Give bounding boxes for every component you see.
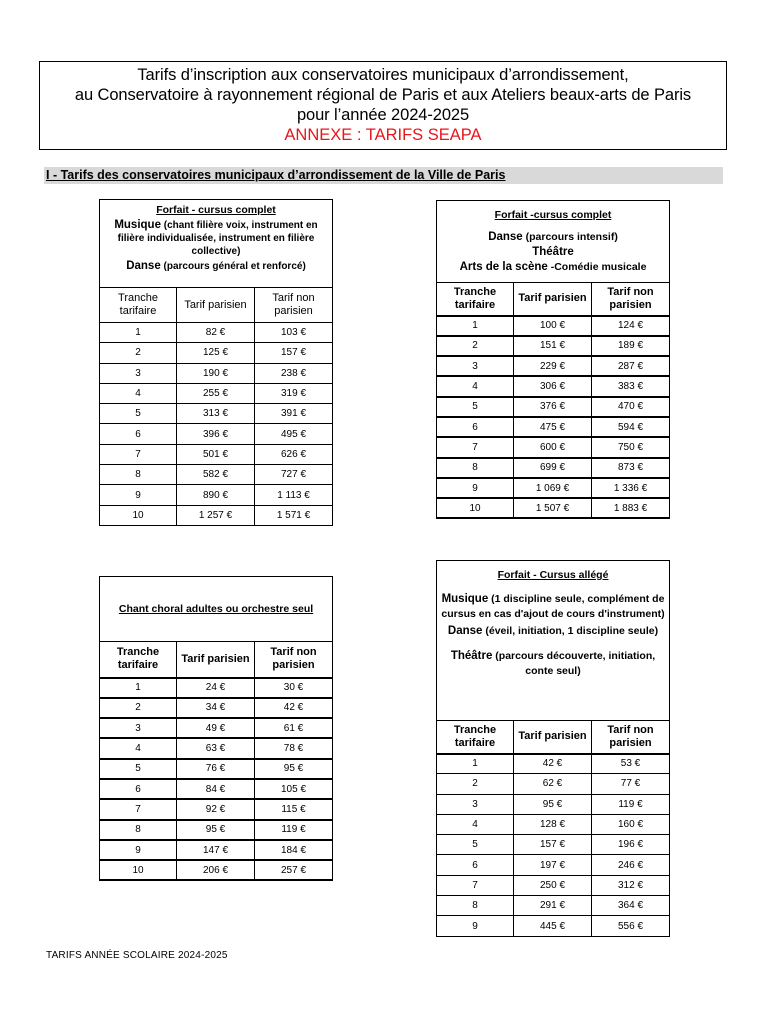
- tarif-parisien-cell: 62 €: [514, 774, 592, 794]
- tranche-cell: 9: [437, 916, 514, 936]
- table-row: [437, 855, 670, 875]
- tarif-parisien-cell: 229 €: [514, 356, 592, 376]
- tranche-cell: 6: [437, 417, 514, 437]
- tarif-parisien-cell: 376 €: [514, 397, 592, 417]
- tarif-non-parisien-cell: 383 €: [592, 376, 670, 396]
- column-header-non-parisien: Tarif non parisien: [255, 288, 333, 323]
- discipline-comedie-musicale: -Comédie musicale: [547, 261, 647, 273]
- section-title: I - Tarifs des conservatoires municipaux d’arrondissement de la Ville de Paris: [46, 168, 506, 182]
- tarif-parisien-cell: 890 €: [177, 485, 255, 505]
- tarif-parisien-cell: 396 €: [177, 424, 255, 444]
- tarif-non-parisien-cell: 61 €: [255, 718, 333, 738]
- tarif-parisien-cell: 582 €: [177, 465, 255, 485]
- tarif-non-parisien-cell: 1 336 €: [592, 478, 670, 498]
- tarif-non-parisien-cell: 103 €: [255, 323, 333, 343]
- tarif-non-parisien-cell: 727 €: [255, 465, 333, 485]
- discipline-danse-detail: (parcours intensif): [522, 231, 618, 243]
- column-header-parisien: Tarif parisien: [177, 288, 255, 323]
- tranche-cell: 7: [100, 444, 177, 464]
- discipline-theatre: Théâtre: [532, 246, 574, 258]
- table-row: [100, 840, 333, 860]
- tranche-cell: 7: [100, 799, 177, 819]
- tranche-cell: 8: [100, 465, 177, 485]
- table-row: [100, 779, 333, 799]
- tarif-non-parisien-cell: 78 €: [255, 738, 333, 758]
- tarif-non-parisien-cell: 119 €: [255, 820, 333, 840]
- tranche-cell: 1: [437, 754, 514, 774]
- tarif-non-parisien-cell: 1 883 €: [592, 498, 670, 518]
- tarif-parisien-cell: 1 257 €: [177, 505, 255, 525]
- tranche-cell: 1: [100, 323, 177, 343]
- tranche-cell: 4: [100, 383, 177, 403]
- table-row: [437, 478, 670, 498]
- tranche-cell: 8: [437, 458, 514, 478]
- tarif-non-parisien-cell: 319 €: [255, 383, 333, 403]
- table-row: [100, 759, 333, 779]
- table-row: [437, 316, 670, 336]
- tranche-cell: 2: [100, 698, 177, 718]
- tranche-cell: 1: [100, 678, 177, 698]
- tranche-cell: 8: [437, 896, 514, 916]
- tarif-parisien-cell: 206 €: [177, 860, 255, 880]
- discipline-musique: Musique: [441, 593, 489, 605]
- tranche-cell: 9: [100, 485, 177, 505]
- table-title: Forfait - Cursus allégé: [497, 569, 609, 581]
- table-row: [437, 376, 670, 396]
- table-header: [437, 201, 670, 283]
- discipline-theatre-detail: (parcours découverte, initiation, conte seul): [492, 650, 656, 677]
- table-row: [437, 417, 670, 437]
- document-title-box: [39, 61, 727, 150]
- tarif-non-parisien-cell: 189 €: [592, 336, 670, 356]
- table-title: Forfait - cursus complet: [156, 204, 276, 216]
- tarif-non-parisien-cell: 157 €: [255, 343, 333, 363]
- tarif-non-parisien-cell: 30 €: [255, 678, 333, 698]
- tarif-parisien-cell: 63 €: [177, 738, 255, 758]
- column-header-tranche: Tranche tarifaire: [100, 288, 177, 323]
- table-row: [100, 404, 333, 424]
- table-row: [100, 465, 333, 485]
- table-row: [100, 505, 333, 525]
- table-row: [437, 437, 670, 457]
- discipline-danse: Danse: [126, 260, 161, 272]
- tarif-non-parisien-cell: 495 €: [255, 424, 333, 444]
- table-row: [100, 383, 333, 403]
- column-header-non-parisien: Tarif non parisien: [255, 642, 333, 678]
- table-header: [100, 200, 333, 288]
- discipline-musique-detail: (chant filière voix, instrument en filière individualisée, instrument en filière collective): [117, 220, 318, 257]
- tarif-non-parisien-cell: 105 €: [255, 779, 333, 799]
- tarif-parisien-cell: 95 €: [177, 820, 255, 840]
- tarif-non-parisien-cell: 594 €: [592, 417, 670, 437]
- tarif-non-parisien-cell: 124 €: [592, 316, 670, 336]
- tarif-non-parisien-cell: 364 €: [592, 896, 670, 916]
- title-line-1: Tarifs d’inscription aux conservatoires municipaux d’arrondissement,: [137, 66, 629, 84]
- table-row: [437, 916, 670, 936]
- tranche-cell: 1: [437, 316, 514, 336]
- column-header-tranche: Tranche tarifaire: [437, 283, 514, 316]
- tariff-table-cursus-allege: [436, 560, 670, 937]
- table-row: [100, 343, 333, 363]
- table-row: [437, 397, 670, 417]
- tarif-parisien-cell: 147 €: [177, 840, 255, 860]
- title-line-2: au Conservatoire à rayonnement régional de Paris et aux Ateliers beaux-arts de Paris: [74, 86, 692, 104]
- section-heading: [44, 167, 723, 184]
- table-row: [437, 835, 670, 855]
- tarif-non-parisien-cell: 750 €: [592, 437, 670, 457]
- tarif-non-parisien-cell: 287 €: [592, 356, 670, 376]
- tarif-non-parisien-cell: 77 €: [592, 774, 670, 794]
- tranche-cell: 10: [100, 505, 177, 525]
- table-row: [100, 323, 333, 343]
- tarif-non-parisien-cell: 115 €: [255, 799, 333, 819]
- table-row: [100, 444, 333, 464]
- discipline-danse: Danse: [447, 625, 483, 637]
- tranche-cell: 3: [100, 363, 177, 383]
- column-header-tranche: Tranche tarifaire: [100, 642, 177, 678]
- table-row: [100, 678, 333, 698]
- tarif-parisien-cell: 42 €: [514, 754, 592, 774]
- tarif-parisien-cell: 475 €: [514, 417, 592, 437]
- tariff-table-chant-choral-orchestre: [99, 576, 333, 881]
- column-header-tranche: Tranche tarifaire: [437, 721, 514, 754]
- tranche-cell: 3: [437, 794, 514, 814]
- discipline-danse-detail: (éveil, initiation, 1 discipline seule): [482, 625, 659, 637]
- tarif-parisien-cell: 128 €: [514, 814, 592, 834]
- tarif-non-parisien-cell: 53 €: [592, 754, 670, 774]
- table-title: Forfait -cursus complet: [494, 209, 612, 221]
- tarif-parisien-cell: 92 €: [177, 799, 255, 819]
- tarif-parisien-cell: 501 €: [177, 444, 255, 464]
- discipline-musique: Musique: [114, 219, 161, 231]
- tranche-cell: 9: [437, 478, 514, 498]
- tarif-non-parisien-cell: 312 €: [592, 875, 670, 895]
- tariff-table-cursus-complet-danse-theatre: [436, 200, 670, 519]
- table-row: [437, 774, 670, 794]
- table-header: [437, 561, 670, 721]
- tarif-parisien-cell: 255 €: [177, 383, 255, 403]
- tranche-cell: 7: [437, 875, 514, 895]
- tarif-parisien-cell: 49 €: [177, 718, 255, 738]
- table-row: [437, 498, 670, 518]
- tarif-parisien-cell: 190 €: [177, 363, 255, 383]
- column-header-parisien: Tarif parisien: [514, 283, 592, 316]
- tarif-non-parisien-cell: 95 €: [255, 759, 333, 779]
- table-row: [100, 860, 333, 880]
- tarif-parisien-cell: 125 €: [177, 343, 255, 363]
- tranche-cell: 8: [100, 820, 177, 840]
- tarif-non-parisien-cell: 238 €: [255, 363, 333, 383]
- tarif-parisien-cell: 306 €: [514, 376, 592, 396]
- tarif-parisien-cell: 699 €: [514, 458, 592, 478]
- tarif-non-parisien-cell: 626 €: [255, 444, 333, 464]
- tarif-non-parisien-cell: 257 €: [255, 860, 333, 880]
- tranche-cell: 7: [437, 437, 514, 457]
- table-row: [100, 698, 333, 718]
- tranche-cell: 6: [100, 424, 177, 444]
- tarif-parisien-cell: 24 €: [177, 678, 255, 698]
- tranche-cell: 2: [437, 336, 514, 356]
- tarif-parisien-cell: 445 €: [514, 916, 592, 936]
- tranche-cell: 10: [100, 860, 177, 880]
- tarif-parisien-cell: 157 €: [514, 835, 592, 855]
- tranche-cell: 4: [437, 376, 514, 396]
- tarif-parisien-cell: 95 €: [514, 794, 592, 814]
- tarif-parisien-cell: 600 €: [514, 437, 592, 457]
- table-row: [100, 363, 333, 383]
- tranche-cell: 5: [437, 835, 514, 855]
- discipline-danse: Danse: [488, 231, 523, 243]
- tranche-cell: 6: [100, 779, 177, 799]
- discipline-musique-detail: (1 discipline seule, complément de cursus en cas d'ajout de cours d'instrument): [441, 593, 665, 620]
- table-row: [100, 820, 333, 840]
- title-line-3: pour l’année 2024-2025: [296, 106, 470, 124]
- tarif-non-parisien-cell: 42 €: [255, 698, 333, 718]
- footer-text: TARIFS ANNÉE SCOLAIRE 2024-2025: [46, 950, 228, 961]
- tarif-non-parisien-cell: 556 €: [592, 916, 670, 936]
- tarif-parisien-cell: 291 €: [514, 896, 592, 916]
- tarif-non-parisien-cell: 246 €: [592, 855, 670, 875]
- tarif-parisien-cell: 100 €: [514, 316, 592, 336]
- tarif-non-parisien-cell: 391 €: [255, 404, 333, 424]
- tarif-non-parisien-cell: 470 €: [592, 397, 670, 417]
- table-row: [437, 814, 670, 834]
- table-row: [437, 794, 670, 814]
- tarif-parisien-cell: 1 507 €: [514, 498, 592, 518]
- tranche-cell: 3: [437, 356, 514, 376]
- table-row: [100, 485, 333, 505]
- tarif-non-parisien-cell: 119 €: [592, 794, 670, 814]
- annex-title: ANNEXE : TARIFS SEAPA: [284, 126, 482, 144]
- tarif-non-parisien-cell: 1 113 €: [255, 485, 333, 505]
- tarif-non-parisien-cell: 1 571 €: [255, 505, 333, 525]
- tranche-cell: 5: [100, 759, 177, 779]
- tarif-parisien-cell: 1 069 €: [514, 478, 592, 498]
- tarif-parisien-cell: 151 €: [514, 336, 592, 356]
- table-row: [100, 738, 333, 758]
- discipline-arts-scene: Arts de la scène: [459, 261, 548, 273]
- tranche-cell: 5: [437, 397, 514, 417]
- tranche-cell: 10: [437, 498, 514, 518]
- tranche-cell: 4: [437, 814, 514, 834]
- tranche-cell: 4: [100, 738, 177, 758]
- tranche-cell: 5: [100, 404, 177, 424]
- tranche-cell: 6: [437, 855, 514, 875]
- column-header-parisien: Tarif parisien: [514, 721, 592, 754]
- table-row: [437, 754, 670, 774]
- table-row: [437, 896, 670, 916]
- table-row: [100, 718, 333, 738]
- tarif-parisien-cell: 34 €: [177, 698, 255, 718]
- tarif-parisien-cell: 84 €: [177, 779, 255, 799]
- table-row: [100, 799, 333, 819]
- tarif-non-parisien-cell: 184 €: [255, 840, 333, 860]
- tarif-non-parisien-cell: 160 €: [592, 814, 670, 834]
- table-row: [437, 875, 670, 895]
- table-row: [100, 424, 333, 444]
- tarif-parisien-cell: 197 €: [514, 855, 592, 875]
- tranche-cell: 2: [437, 774, 514, 794]
- table-row: [437, 356, 670, 376]
- tranche-cell: 9: [100, 840, 177, 860]
- tarif-parisien-cell: 76 €: [177, 759, 255, 779]
- column-header-non-parisien: Tarif non parisien: [592, 283, 670, 316]
- tarif-non-parisien-cell: 196 €: [592, 835, 670, 855]
- tarif-parisien-cell: 313 €: [177, 404, 255, 424]
- column-header-non-parisien: Tarif non parisien: [592, 721, 670, 754]
- tarif-parisien-cell: 250 €: [514, 875, 592, 895]
- table-title: Chant choral adultes ou orchestre seul: [100, 577, 333, 642]
- tarif-non-parisien-cell: 873 €: [592, 458, 670, 478]
- tranche-cell: 2: [100, 343, 177, 363]
- discipline-theatre: Théâtre: [450, 650, 493, 662]
- table-row: [437, 336, 670, 356]
- tariff-table-cursus-complet-musique: [99, 199, 333, 526]
- tarif-parisien-cell: 82 €: [177, 323, 255, 343]
- column-header-parisien: Tarif parisien: [177, 642, 255, 678]
- discipline-danse-detail: (parcours général et renforcé): [160, 261, 306, 272]
- table-row: [437, 458, 670, 478]
- tranche-cell: 3: [100, 718, 177, 738]
